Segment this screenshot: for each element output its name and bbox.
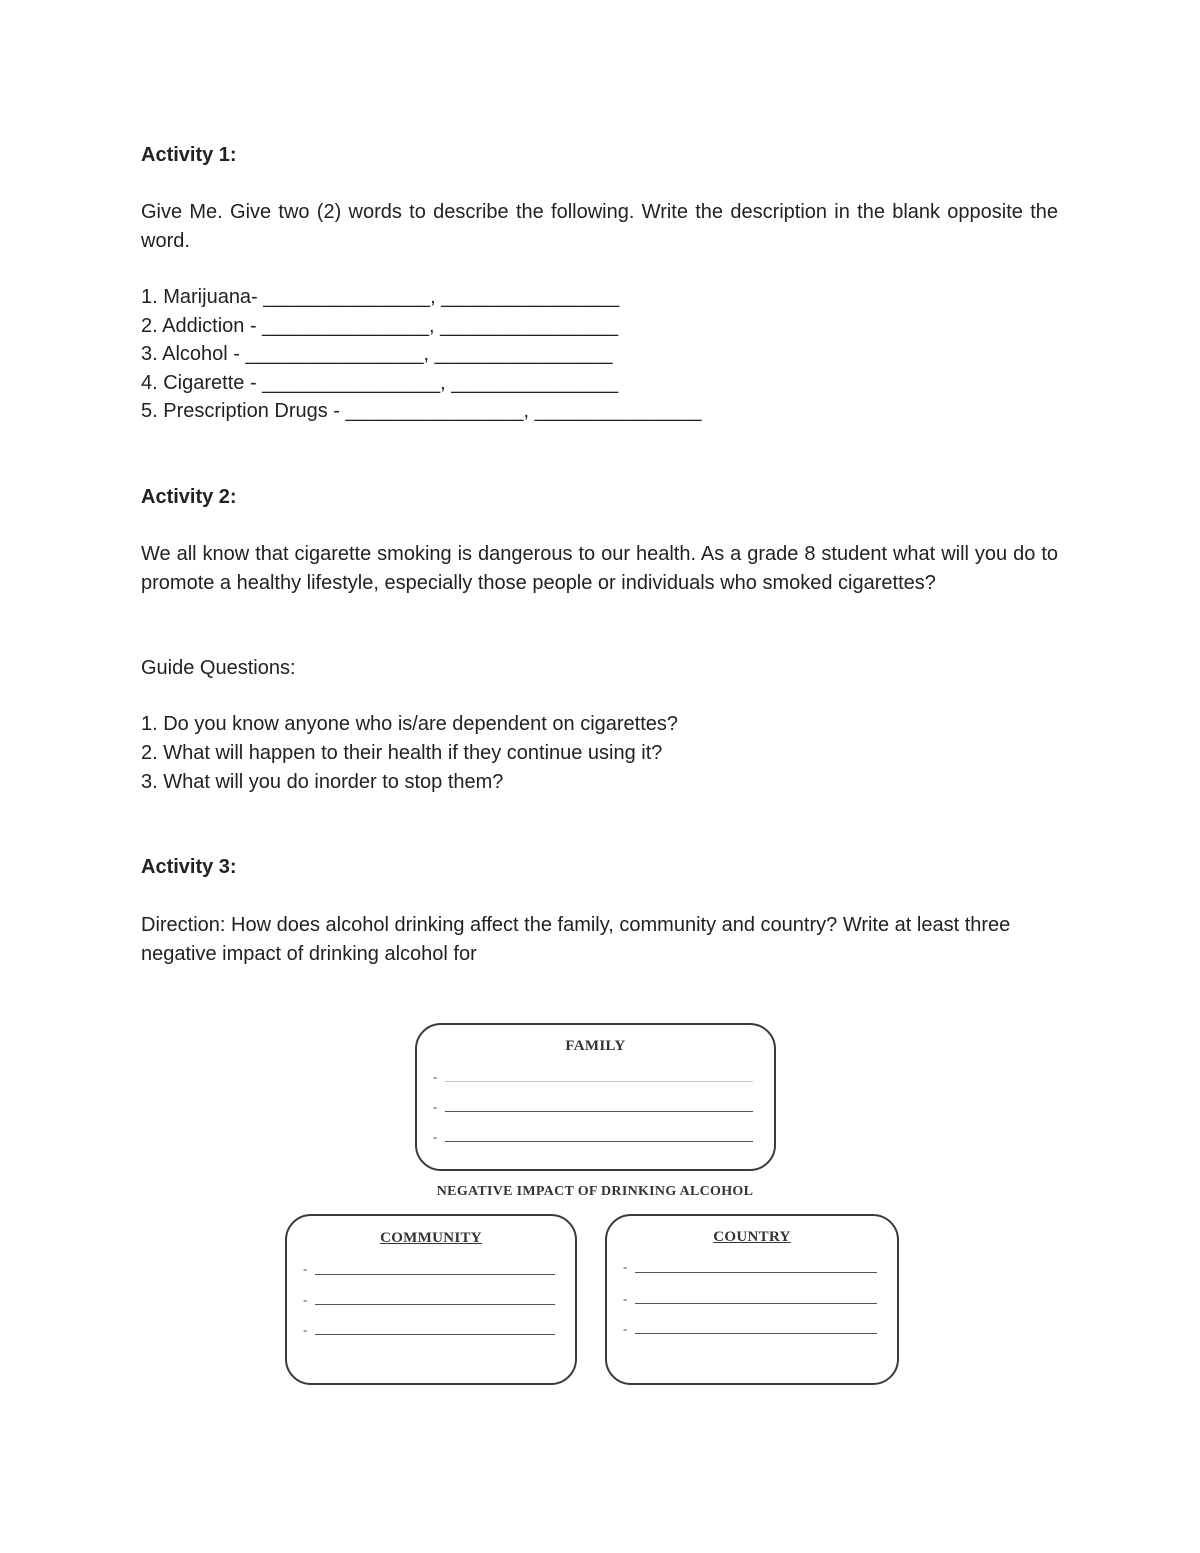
community-answer-line-3[interactable] [315,1334,555,1335]
activity-3-heading: Activity 3: [141,856,237,878]
activity-1-item-3: 3. Alcohol - ________________, ________________ [141,343,613,365]
country-title: COUNTRY [713,1229,791,1245]
family-answer-line-1[interactable] [445,1081,753,1082]
guide-question-3: 3. What will you do inorder to stop them? [141,771,504,793]
country-bullet-1: - [623,1259,628,1274]
activity-3-direction: Direction: How does alcohol drinking affect the family, community and country? Write at least three negative impact of drinking alcohol for [141,914,1011,965]
family-title: FAMILY [565,1038,626,1054]
family-bullet-2: - [433,1099,438,1114]
family-box [415,1023,776,1171]
community-box [285,1214,577,1385]
family-answer-line-2[interactable] [445,1111,753,1112]
guide-question-2: 2. What will happen to their health if they continue using it? [141,742,663,764]
negative-impact-label: NEGATIVE IMPACT OF DRINKING ALCOHOL [436,1184,754,1199]
guide-question-1: 1. Do you know anyone who is/are dependent on cigarettes? [141,713,679,735]
country-answer-line-3[interactable] [635,1333,877,1334]
family-bullet-3: - [433,1129,438,1144]
activity-1-item-4: 4. Cigarette - ________________, _______________ [141,372,619,394]
community-bullet-3: - [303,1322,308,1337]
activity-2-heading: Activity 2: [141,486,237,508]
country-answer-line-1[interactable] [635,1272,877,1273]
family-bullet-1: - [433,1069,438,1084]
community-answer-line-2[interactable] [315,1304,555,1305]
community-answer-line-1[interactable] [315,1274,555,1275]
community-bullet-2: - [303,1292,308,1307]
family-answer-line-3[interactable] [445,1141,753,1142]
country-answer-line-2[interactable] [635,1303,877,1304]
activity-1-item-2: 2. Addiction - _______________, ________________ [141,315,619,337]
country-box [605,1214,899,1385]
community-title: COMMUNITY [380,1230,482,1246]
country-bullet-3: - [623,1321,628,1336]
activity-1-instruction: Give Me. Give two (2) words to describe the following. Write the description in the blank opposite the word. [141,201,1058,252]
activity-1-item-5: 5. Prescription Drugs - ________________, _______________ [141,400,702,422]
country-bullet-2: - [623,1291,628,1306]
activity-1-item-1: 1. Marijuana- _______________, ________________ [141,286,620,308]
activity-1-heading: Activity 1: [141,144,237,166]
activity-2-prompt: We all know that cigarette smoking is dangerous to our health. As a grade 8 student what will you do to promote a healthy lifestyle, especially those people or individuals who smoked cigarettes? [141,543,1058,594]
guide-questions-label: Guide Questions: [141,657,296,679]
community-bullet-1: - [303,1261,308,1276]
